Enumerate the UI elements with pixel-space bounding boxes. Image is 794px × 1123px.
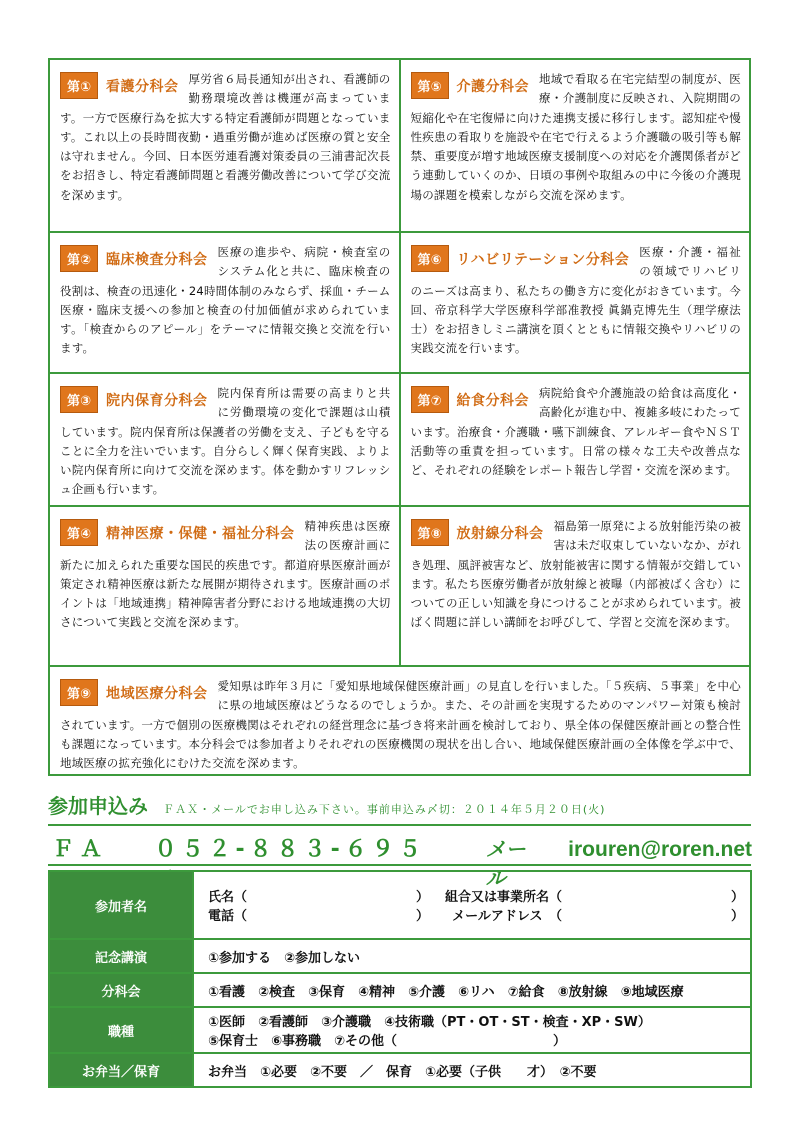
mail-address[interactable]: irouren@roren.net xyxy=(568,838,752,861)
bunka-label: 分科会 xyxy=(49,973,193,1007)
section-care xyxy=(401,60,750,231)
section-body: 医療の進歩や、病院・検査室のシステム化と共に、臨床検査の役割は、検査の迅速化・24時間体制のみならず、採血・チーム医療・臨床支援への参加と検査の付加価値が求められています。「検査からのアピール」をテーマに情報交換と交流を行います。 xyxy=(60,245,391,356)
section-regional xyxy=(50,667,749,774)
participant-label: 参加者名 xyxy=(49,871,193,939)
section-number: 第③ xyxy=(60,386,98,413)
tel-field[interactable]: 電話（ ） xyxy=(208,909,430,924)
divider xyxy=(48,824,751,826)
section-number: 第⑦ xyxy=(411,386,449,413)
section-title: 給食分科会 xyxy=(456,392,530,409)
section-number: 第⑧ xyxy=(411,519,449,546)
section-body: 病院給食や介護施設の給食は高度化・高齢化が進む中、複雑多岐にわたっています。治療食・介護職・嚥下訓練食、アレルギー食やＮＳＴ活動等の重責を担っています。日常の様々な工夫や改善点など、それぞれの経験をレポート報告し学習・交流を深めます。 xyxy=(410,386,741,478)
section-title: 院内保育分科会 xyxy=(106,392,208,409)
section-number: 第② xyxy=(60,245,98,272)
job-label: 職種 xyxy=(49,1007,193,1053)
section-nursery xyxy=(50,374,401,505)
section-number: 第① xyxy=(60,72,98,99)
org-field[interactable]: 組合又は事業所名（ ） xyxy=(444,890,744,905)
section-title: 精神医療・保健・福祉分科会 xyxy=(106,525,295,542)
section-title: 地域医療分科会 xyxy=(106,685,208,702)
fax-number: ０５２-８８３-６９５ xyxy=(154,837,426,862)
section-body: 地域で看取る在宅完結型の制度が、医療・介護制度に反映され、入院期間の短縮化や在宅復帰に向けた連携支援に移行します。認知症や慢性疾患の看取りを施設や在宅で行えるよう介護職の吸引等も解禁、重要度が増す地域医療支援制度への対応を介護関係者がどう連動していくのか、日頃の事例や取組みの中に今後の介護現場の課題を模索しながら交流を深めます。 xyxy=(410,72,741,202)
apply-title: 参加申込み xyxy=(48,794,148,818)
email-field[interactable]: メールアドレス （ ） xyxy=(452,909,744,924)
section-title: 介護分科会 xyxy=(456,78,530,95)
section-title: 臨床検査分科会 xyxy=(106,251,208,268)
lunch-label: お弁当／保育 xyxy=(49,1053,193,1087)
section-number: 第⑨ xyxy=(60,679,98,706)
section-body: 医療・介護・福祉の領域でリハビリのニーズは高まり、私たちの働き方に変化がおきています。今回、帝京科学大学医療科学部准教授 眞鍋克博先生（理学療法士）をお招きしミニ講演を頂くとともに情報交換やリハビリの実践交流を行います。 xyxy=(410,245,741,356)
subcommittee-grid xyxy=(48,58,751,776)
apply-note: ＦＡＸ・メールでお申し込み下さい。事前申込み〆切：２０１４年５月２０日(火) xyxy=(163,803,606,816)
divider xyxy=(48,864,751,866)
section-mental xyxy=(50,507,401,665)
section-title: 看護分科会 xyxy=(106,78,179,95)
section-body: 愛知県は昨年３月に「愛知県地域保健医療計画」の見直しを行いました。「５疾病、５事業」を中心に県の地域医療はどうなるのでしょうか。また、その計画を実現するためのマンパワー対策も検討されています。一方で個別の医療機関はそれぞれの経営理念に基づき将来計画を検討しており、県全体の保健医療計画との整合性も課題になっています。本分科会では参加者よりそれぞれの医療機関の現状を出し合い、地域保健医療計画の全体像を学ぶ中で、地域医療の拡充強化にむけた交流を深めます。 xyxy=(60,679,741,771)
section-radiation xyxy=(401,507,750,665)
job-line-1[interactable]: ①医師 ②看護師 ③介護職 ④技術職（PT・OT・ST・検査・XP・SW） xyxy=(208,1015,651,1030)
lecture-label: 記念講演 xyxy=(49,939,193,973)
job-line-2[interactable]: ⑤保育士 ⑥事務職 ⑦その他（ ） xyxy=(208,1034,567,1049)
fax-label: ＦＡ xyxy=(52,837,109,862)
section-rehab xyxy=(401,233,750,372)
section-meal xyxy=(401,374,750,505)
bunka-options[interactable]: ①看護 ②検査 ③保育 ④精神 ⑤介護 ⑥リハ ⑦給食 ⑧放射線 ⑨地域医療 xyxy=(193,973,751,1007)
lecture-options[interactable]: ①参加する ②参加しない xyxy=(193,939,751,973)
section-body: 福島第一原発による放射能汚染の被害は未だ収束していないなか、がれき処理、風評被害など、放射能被害に関する情報が交錯しています。私たち医療労働者が放射線と被曝（内部被ばく含む）についての正しい知識を身につけることが求められています。被ばく問題に詳しい講師をお呼びして、学習と交流を深めます。 xyxy=(410,519,741,630)
section-number: 第⑤ xyxy=(411,72,449,99)
section-number: 第④ xyxy=(60,519,98,546)
name-field[interactable]: 氏名（ ） xyxy=(208,890,430,905)
section-lab xyxy=(50,233,401,372)
application-form xyxy=(48,870,752,1088)
job-options xyxy=(193,1007,751,1053)
section-body: 院内保育所は需要の高まりと共に労働環境の変化で課題は山積しています。院内保育所は保護者の労働を支え、子どもを守ることに全力を注いでいます。自分らしく輝く保育実践、よりよい院内保育所に向けて交流を深めます。体を動かすリフレッシュ企画も行います。 xyxy=(60,386,391,497)
section-body: 精神疾患は医療法の医療計画に新たに加えられた重要な国民的疾患です。都道府県医療計画が策定され精神医療は新たな展開が期待されます。医療計画のポイントは「地域連携」精神障害者分野における地域連携の大切さについて実践と交流を深めます。 xyxy=(60,519,391,630)
section-title: リハビリテーション分科会 xyxy=(456,251,630,268)
section-body: 厚労省６局長通知が出され、看護師の勤務環境改善は機運が高まっています。一方で医療行為を拡大する特定看護師が問題となっています。これ以上の長時間夜勤・過重労働が進めば医療の質と安全は守れません。今回、日本医労連看護対策委員の三浦書記次長をお招きし、特定看護師問題と看護労働改善について学び交流を深めます。 xyxy=(60,72,391,202)
section-number: 第⑥ xyxy=(411,245,449,272)
lunch-options[interactable]: お弁当 ①必要 ②不要 ／ 保育 ①必要（子供 才） ②不要 xyxy=(193,1053,751,1087)
participant-fields xyxy=(193,871,751,939)
section-title: 放射線分科会 xyxy=(456,525,544,542)
section-nursing xyxy=(50,60,401,231)
mail-label: メール xyxy=(485,837,526,890)
apply-header xyxy=(48,790,751,819)
